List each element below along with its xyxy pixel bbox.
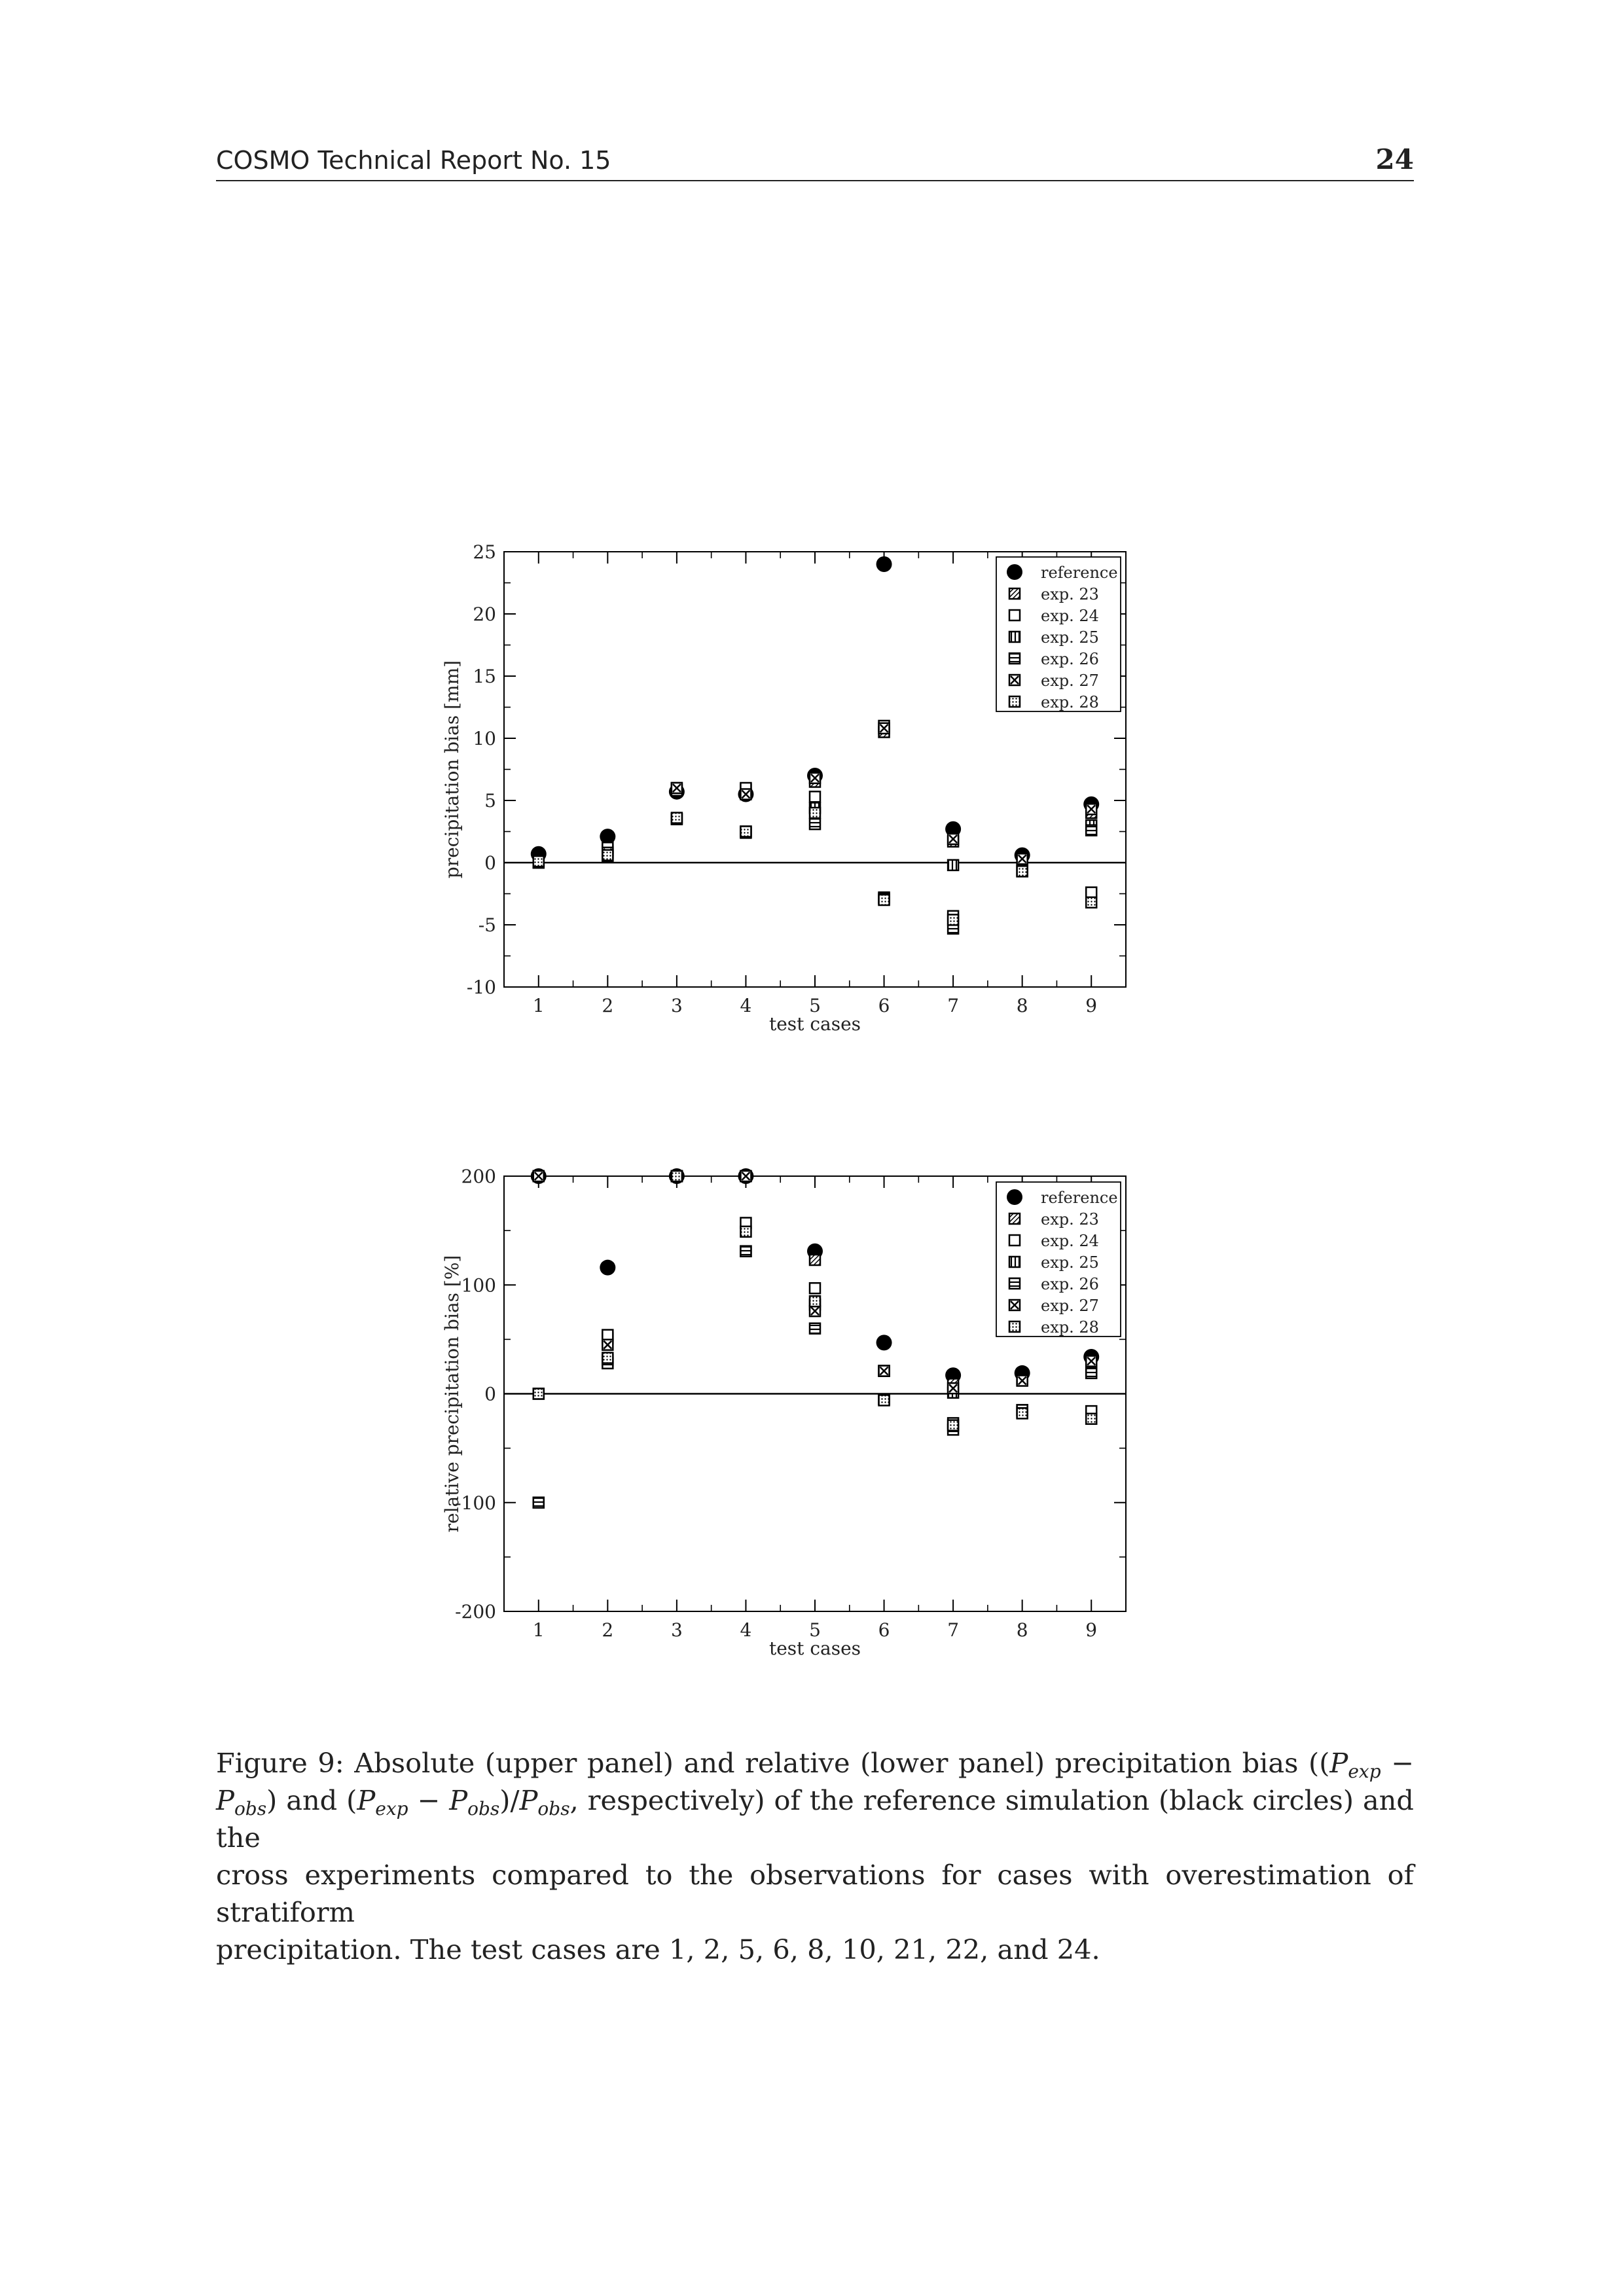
y-tick-label: 25 — [473, 541, 496, 563]
y-tick-label: -5 — [478, 914, 496, 936]
x-tick-label: 9 — [1085, 1619, 1098, 1641]
legend — [996, 557, 1121, 711]
marker-box — [1086, 825, 1096, 836]
data-point — [810, 1306, 820, 1316]
legend-label: exp. 23 — [1041, 1210, 1099, 1229]
marker-box — [810, 1296, 820, 1306]
x-tick-label: 2 — [602, 995, 614, 1016]
marker-box — [1086, 888, 1096, 898]
x-axis-label: test cases — [768, 1013, 861, 1035]
marker-box — [1009, 696, 1020, 707]
y-tick-label: 100 — [461, 1274, 496, 1297]
marker-box — [1009, 653, 1020, 664]
legend-label: exp. 25 — [1041, 1253, 1099, 1272]
legend-label: exp. 27 — [1041, 672, 1099, 690]
chart-panel-2 — [441, 1166, 1126, 1659]
x-tick-label: 7 — [947, 1619, 960, 1641]
data-point — [810, 1323, 820, 1334]
legend-label: exp. 24 — [1041, 1232, 1099, 1250]
data-point — [602, 1353, 613, 1363]
marker-box — [740, 1227, 751, 1237]
x-tick-label: 7 — [947, 995, 960, 1016]
y-tick-label: 20 — [473, 603, 496, 625]
x-tick-label: 3 — [670, 1619, 683, 1641]
marker-box — [1009, 588, 1020, 599]
x-tick-label: 6 — [878, 995, 890, 1016]
legend-marker — [1009, 1300, 1020, 1310]
legend-label: exp. 24 — [1041, 607, 1099, 625]
legend-marker — [1009, 588, 1020, 599]
y-tick-label: -200 — [455, 1601, 496, 1623]
page-number: 24 — [1375, 143, 1414, 175]
y-tick-label: 10 — [473, 728, 496, 749]
marker-box — [810, 1255, 820, 1265]
legend-marker — [1009, 1235, 1020, 1246]
legend-marker — [1009, 632, 1020, 642]
data-point — [1086, 1356, 1096, 1367]
marker-box — [948, 860, 958, 870]
legend-marker — [1007, 564, 1022, 580]
figure-caption — [216, 1744, 1414, 1968]
y-tick-label: -100 — [455, 1492, 496, 1514]
data-point — [533, 1389, 544, 1399]
data-point — [1086, 888, 1096, 898]
legend-marker — [1009, 675, 1020, 685]
data-point — [1086, 1368, 1096, 1378]
marker-box — [1009, 1278, 1020, 1289]
y-tick-label: 15 — [473, 666, 496, 687]
marker-box — [1086, 897, 1096, 908]
data-point — [879, 1395, 890, 1405]
data-point — [672, 1171, 682, 1181]
marker-box — [810, 808, 820, 818]
legend-marker — [1009, 696, 1020, 707]
marker-box — [740, 1246, 751, 1257]
caption-line-4: precipitation. The test cases are 1, 2, 5, 6, 8, 10, 21, 22, and 24. — [216, 1933, 1100, 1965]
marker-box — [1009, 610, 1020, 620]
legend-marker — [1007, 1189, 1022, 1205]
y-tick-label: -10 — [466, 977, 496, 998]
data-point — [810, 1283, 820, 1293]
caption-line-3: cross experiments compared to the observations for cases with overestimation of stratiform — [216, 1859, 1414, 1928]
data-point — [876, 556, 892, 572]
data-point — [948, 860, 958, 870]
data-point — [948, 834, 958, 844]
marker-box — [740, 827, 751, 837]
marker-box — [1009, 1257, 1020, 1267]
data-point — [533, 856, 544, 867]
data-point — [810, 1296, 820, 1306]
data-point — [602, 850, 613, 861]
data-point — [602, 1330, 613, 1340]
y-tick-label: 0 — [484, 1383, 496, 1405]
series-exp-26 — [533, 814, 1096, 934]
legend-label: exp. 26 — [1041, 650, 1099, 668]
data-point — [1017, 866, 1028, 876]
data-point — [1017, 1376, 1028, 1386]
data-point — [1017, 1408, 1028, 1418]
marker-box — [948, 914, 958, 925]
caption-line-1: Figure 9: Absolute (upper panel) and relative (lower panel) precipitation bias (($P_{exp}$ − — [216, 1747, 1414, 1782]
data-point — [740, 1246, 751, 1257]
data-point — [1086, 804, 1096, 814]
marker-box — [533, 856, 544, 867]
legend-label: exp. 27 — [1041, 1297, 1099, 1315]
legend-label: exp. 23 — [1041, 585, 1099, 603]
marker-box — [810, 1283, 820, 1293]
legend-label: exp. 28 — [1041, 1318, 1099, 1336]
data-point — [948, 1383, 958, 1393]
marker-box — [948, 1420, 958, 1431]
marker-box — [879, 895, 890, 905]
x-tick-label: 4 — [740, 1619, 752, 1641]
legend-label: exp. 26 — [1041, 1275, 1099, 1293]
data-point — [810, 791, 820, 802]
data-point — [740, 1227, 751, 1237]
data-point — [810, 808, 820, 818]
marker-box — [810, 1323, 820, 1334]
marker-box — [1009, 1235, 1020, 1246]
legend-label: exp. 25 — [1041, 628, 1099, 647]
legend-label: reference — [1041, 1189, 1118, 1207]
data-point — [1086, 1414, 1096, 1424]
legend — [996, 1182, 1121, 1336]
legend-label: exp. 28 — [1041, 693, 1099, 711]
marker-box — [533, 1389, 544, 1399]
marker-box — [1086, 1368, 1096, 1378]
marker-box — [533, 1498, 544, 1508]
data-point — [1086, 897, 1096, 908]
marker-box — [879, 1395, 890, 1405]
x-tick-label: 1 — [532, 1619, 545, 1641]
y-tick-label: 5 — [484, 790, 496, 812]
x-tick-label: 8 — [1016, 995, 1028, 1016]
data-point — [533, 1171, 544, 1181]
y-axis-label: relative precipitation bias [%] — [441, 1255, 463, 1533]
legend-marker — [1009, 610, 1020, 620]
data-point — [602, 1340, 613, 1350]
data-point — [948, 1420, 958, 1431]
legend-marker — [1009, 1321, 1020, 1332]
marker-box — [1009, 632, 1020, 642]
x-tick-label: 5 — [809, 995, 821, 1016]
marker-box — [602, 1330, 613, 1340]
data-point — [876, 1335, 892, 1350]
data-point — [879, 1366, 890, 1376]
data-point — [1086, 825, 1096, 836]
marker-box — [1009, 1321, 1020, 1332]
x-tick-label: 3 — [670, 995, 683, 1016]
data-point — [740, 789, 751, 800]
legend-label: reference — [1041, 564, 1118, 582]
data-point — [740, 1171, 751, 1181]
x-tick-label: 4 — [740, 995, 752, 1016]
marker-box — [1017, 1408, 1028, 1418]
data-point — [948, 914, 958, 925]
data-point — [810, 773, 820, 783]
legend-marker — [1009, 1213, 1020, 1224]
y-tick-label: 0 — [484, 852, 496, 874]
legend-marker — [1009, 1278, 1020, 1289]
marker-box — [810, 819, 820, 829]
chart-panel-1 — [441, 541, 1126, 1035]
marker-box — [1009, 1213, 1020, 1224]
y-tick-label: 200 — [461, 1166, 496, 1187]
x-tick-label: 1 — [532, 995, 545, 1016]
legend-marker — [1009, 653, 1020, 664]
x-tick-label: 6 — [878, 1619, 890, 1641]
data-point — [533, 1498, 544, 1508]
data-point — [810, 1255, 820, 1265]
data-point — [810, 819, 820, 829]
data-point — [1017, 853, 1028, 864]
data-point — [672, 813, 682, 823]
legend-marker — [1009, 1257, 1020, 1267]
marker-box — [602, 850, 613, 861]
marker-box — [602, 1353, 613, 1363]
caption-line-2: $P_{obs}$) and $(P_{exp} - P_{obs})/P_{obs}$, respectively) of the reference simulation (black circles) and the — [216, 1784, 1414, 1854]
x-tick-label: 2 — [602, 1619, 614, 1641]
x-tick-label: 9 — [1085, 995, 1098, 1016]
marker-box — [672, 1171, 682, 1181]
data-point — [600, 1260, 615, 1276]
x-axis-label: test cases — [768, 1638, 861, 1659]
y-axis-label: precipitation bias [mm] — [441, 660, 463, 879]
marker-box — [672, 813, 682, 823]
marker-box — [1017, 866, 1028, 876]
x-tick-label: 8 — [1016, 1619, 1028, 1641]
marker-box — [1086, 1414, 1096, 1424]
data-point — [672, 783, 682, 793]
data-point — [879, 895, 890, 905]
data-point — [879, 723, 890, 734]
report-title: COSMO Technical Report No. 15 — [216, 146, 611, 175]
marker-box — [810, 791, 820, 802]
x-tick-label: 5 — [809, 1619, 821, 1641]
data-point — [740, 827, 751, 837]
